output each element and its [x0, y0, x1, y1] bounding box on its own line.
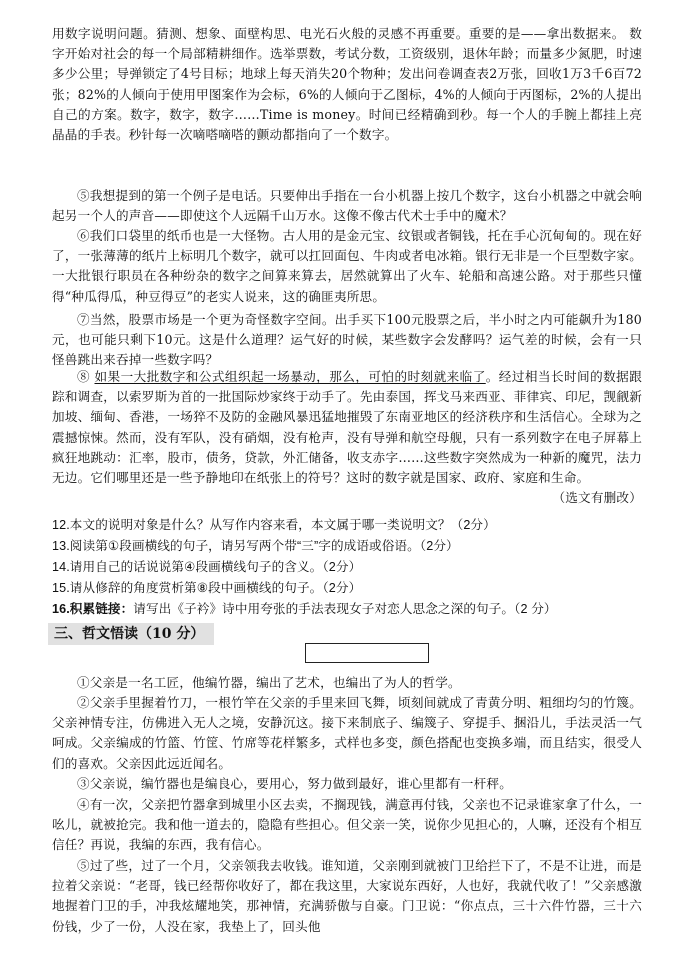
- essay-paragraph-4: ④有一次，父亲把竹器拿到城里小区去卖，不搁现钱，满意再付钱，父亲也不记录谁家拿了什么，一吆儿，就被抢完。我和他一道去的，隐隐有些担心。但父亲一笑，说你少见担心的，人嘛，还没有个相互信任？再说，我编的东西，我有信心。: [52, 797, 642, 853]
- passage-paragraph-8: [52, 367, 642, 508]
- question-list: [52, 515, 642, 620]
- passage-paragraph-7: ⑦当然，股票市场是一个更为奇怪数字空间。出手买下100元股票之后，半小时之内可能飙升为180元，也可能只剩下10元。这是什么道理？运气好的时候，某些数字会发酵吗？运气差的时候，会有一只怪兽跳出来吞掉一些数字吗？: [52, 312, 642, 368]
- question-16: [52, 599, 642, 620]
- question-15: 15.请从修辞的角度赏析第⑧段中画横线的句子。（2分）: [52, 581, 362, 595]
- passage-paragraph-6: ⑥我们口袋里的纸币也是一大怪物。古人用的是金元宝、纹银或者铜钱，托在手心沉甸甸的。现在好了，一张薄薄的纸片上标明几个数字，就可以扛回面包、牛肉或者电冰箱。银行无非是一个巨型数字家。一大批银行职员在各种纷杂的数字之间算来算去，居然就算出了火车、轮船和高速公路。对于那些只懂得“种瓜得瓜，种豆得豆”的老实人说来，这的确匪夷所思。: [52, 228, 642, 304]
- source-note: （选文有删改）: [552, 490, 642, 506]
- passage-paragraph-intro: 用数字说明问题。猜测、想象、面壁构思、电光石火般的灵感不再重要。重要的是——拿出数据来。 数字开始对社会的每一个局部精耕细作。选举票数，考试分数，工资级别，退休年龄；而量多少氮肥，时速多少公里；导弹锁定了4号目标；地球上每天消失20个物种；发出问卷调查表2万张，回收1万3千6百72张；82%的人倾向于使用甲图案作为会标，6%的人倾向于乙图标，4%的人倾向于丙图标，2%的人提出自己的方案。数字，数字，数字……Time is money。时间已经精确到秒。每一个人的手腕上都挂上亮晶晶的手表。秒针每一次嘀嗒嘀嗒的颤动都指向了一个数字。: [52, 26, 642, 143]
- essay-paragraph-1: ①父亲是一名工匠，他编竹器，编出了艺术，也编出了为人的哲学。: [77, 675, 461, 690]
- question-12: 12.本文的说明对象是什么？从写作内容来看，本文属于哪一类说明文？（2分）: [52, 518, 496, 532]
- p8-number: ⑧: [77, 369, 95, 384]
- question-13: 13.阅读第①段画横线的句子，请另写两个带“三”字的成语或俗语。（2分）: [52, 539, 459, 553]
- essay-paragraph-2: ②父亲手里握着竹刀，一根竹竿在父亲的手里来回飞舞，顷刻间就成了青黄分明、粗细均匀的竹篾。父亲神情专注，仿佛进入无人之境，安静沉这。接下来制底子、编篾子、穿提手、捆沿儿，手法灵活一气呵成。父亲编成的竹篮、竹筐、竹席等花样繁多，式样也多变，颜色搭配也变换多端，而且结实，很受人们的喜欢。父亲因此远近闻名。: [52, 695, 642, 771]
- p8-underlined-sentence: 如果一大批数字和公式组织起一场暴动，那么，可怕的时刻就来临了: [94, 369, 486, 384]
- essay-paragraph-5: ⑤过了些，过了一个月，父亲领我去收钱。谁知道，父亲刚到就被门卫给拦下了，不是不让进，而是拉着父亲说：“老哥，钱已经帮你收好了，都在我这里，大家说东西好，人也好，我就代收了！”父亲感激地握着门卫的手，冲我炫耀地笑，那神情，充满骄傲与自豪。门卫说：“你点点，三十六件竹器，三十六份钱，少了一份，人没在家，我垫上了，回头他: [52, 858, 642, 934]
- section-heading: 三、哲文悟读（10 分）: [48, 623, 214, 645]
- title-blank-box: [305, 643, 429, 663]
- p8-rest: 。经过相当长时间的数据跟踪和调查，以索罗斯为首的一批国际炒家终于动手了。先由泰国，挥戈马来西亚、菲律宾、印尼，觊觎新加坡、缅甸、香港，一场猝不及防的金融风暴迅猛地摧毁了东南亚地区的经济秩序和生活信心。全球为之震撼惊悚。然而，没有军队，没有硝烟，没有枪声，没有导弹和航空母舰，只有一系列数字在电子屏幕上疯狂地跳动：汇率，股市，债务，贷款，外汇储备，收支赤字……这些数字突然成为一种新的魔咒，法力无边。它们哪里还是一些予静地印在纸张上的符号？这时的数字就是国家、政府、家庭和生命。: [52, 369, 643, 486]
- question-14: 14.请用自己的话说说第④段画横线句子的含义。（2分）: [52, 560, 362, 574]
- question-16-text: 请写出《子衿》诗中用夸张的手法表现女子对恋人思念之深的句子。（2 分）: [133, 602, 557, 616]
- passage-paragraph-5: ⑤我想提到的第一个例子是电话。只要伸出手指在一台小机器上按几个数字，这台小机器之中就会响起另一个人的声音——即使这个人远隔千山万水。这像不像古代术士手中的魔术？: [52, 188, 642, 224]
- question-16-label: 16.积累链接：: [52, 602, 134, 616]
- essay-paragraph-3: ③父亲说，编竹器也是编良心，要用心，努力做到最好，谁心里都有一杆秤。: [77, 776, 512, 791]
